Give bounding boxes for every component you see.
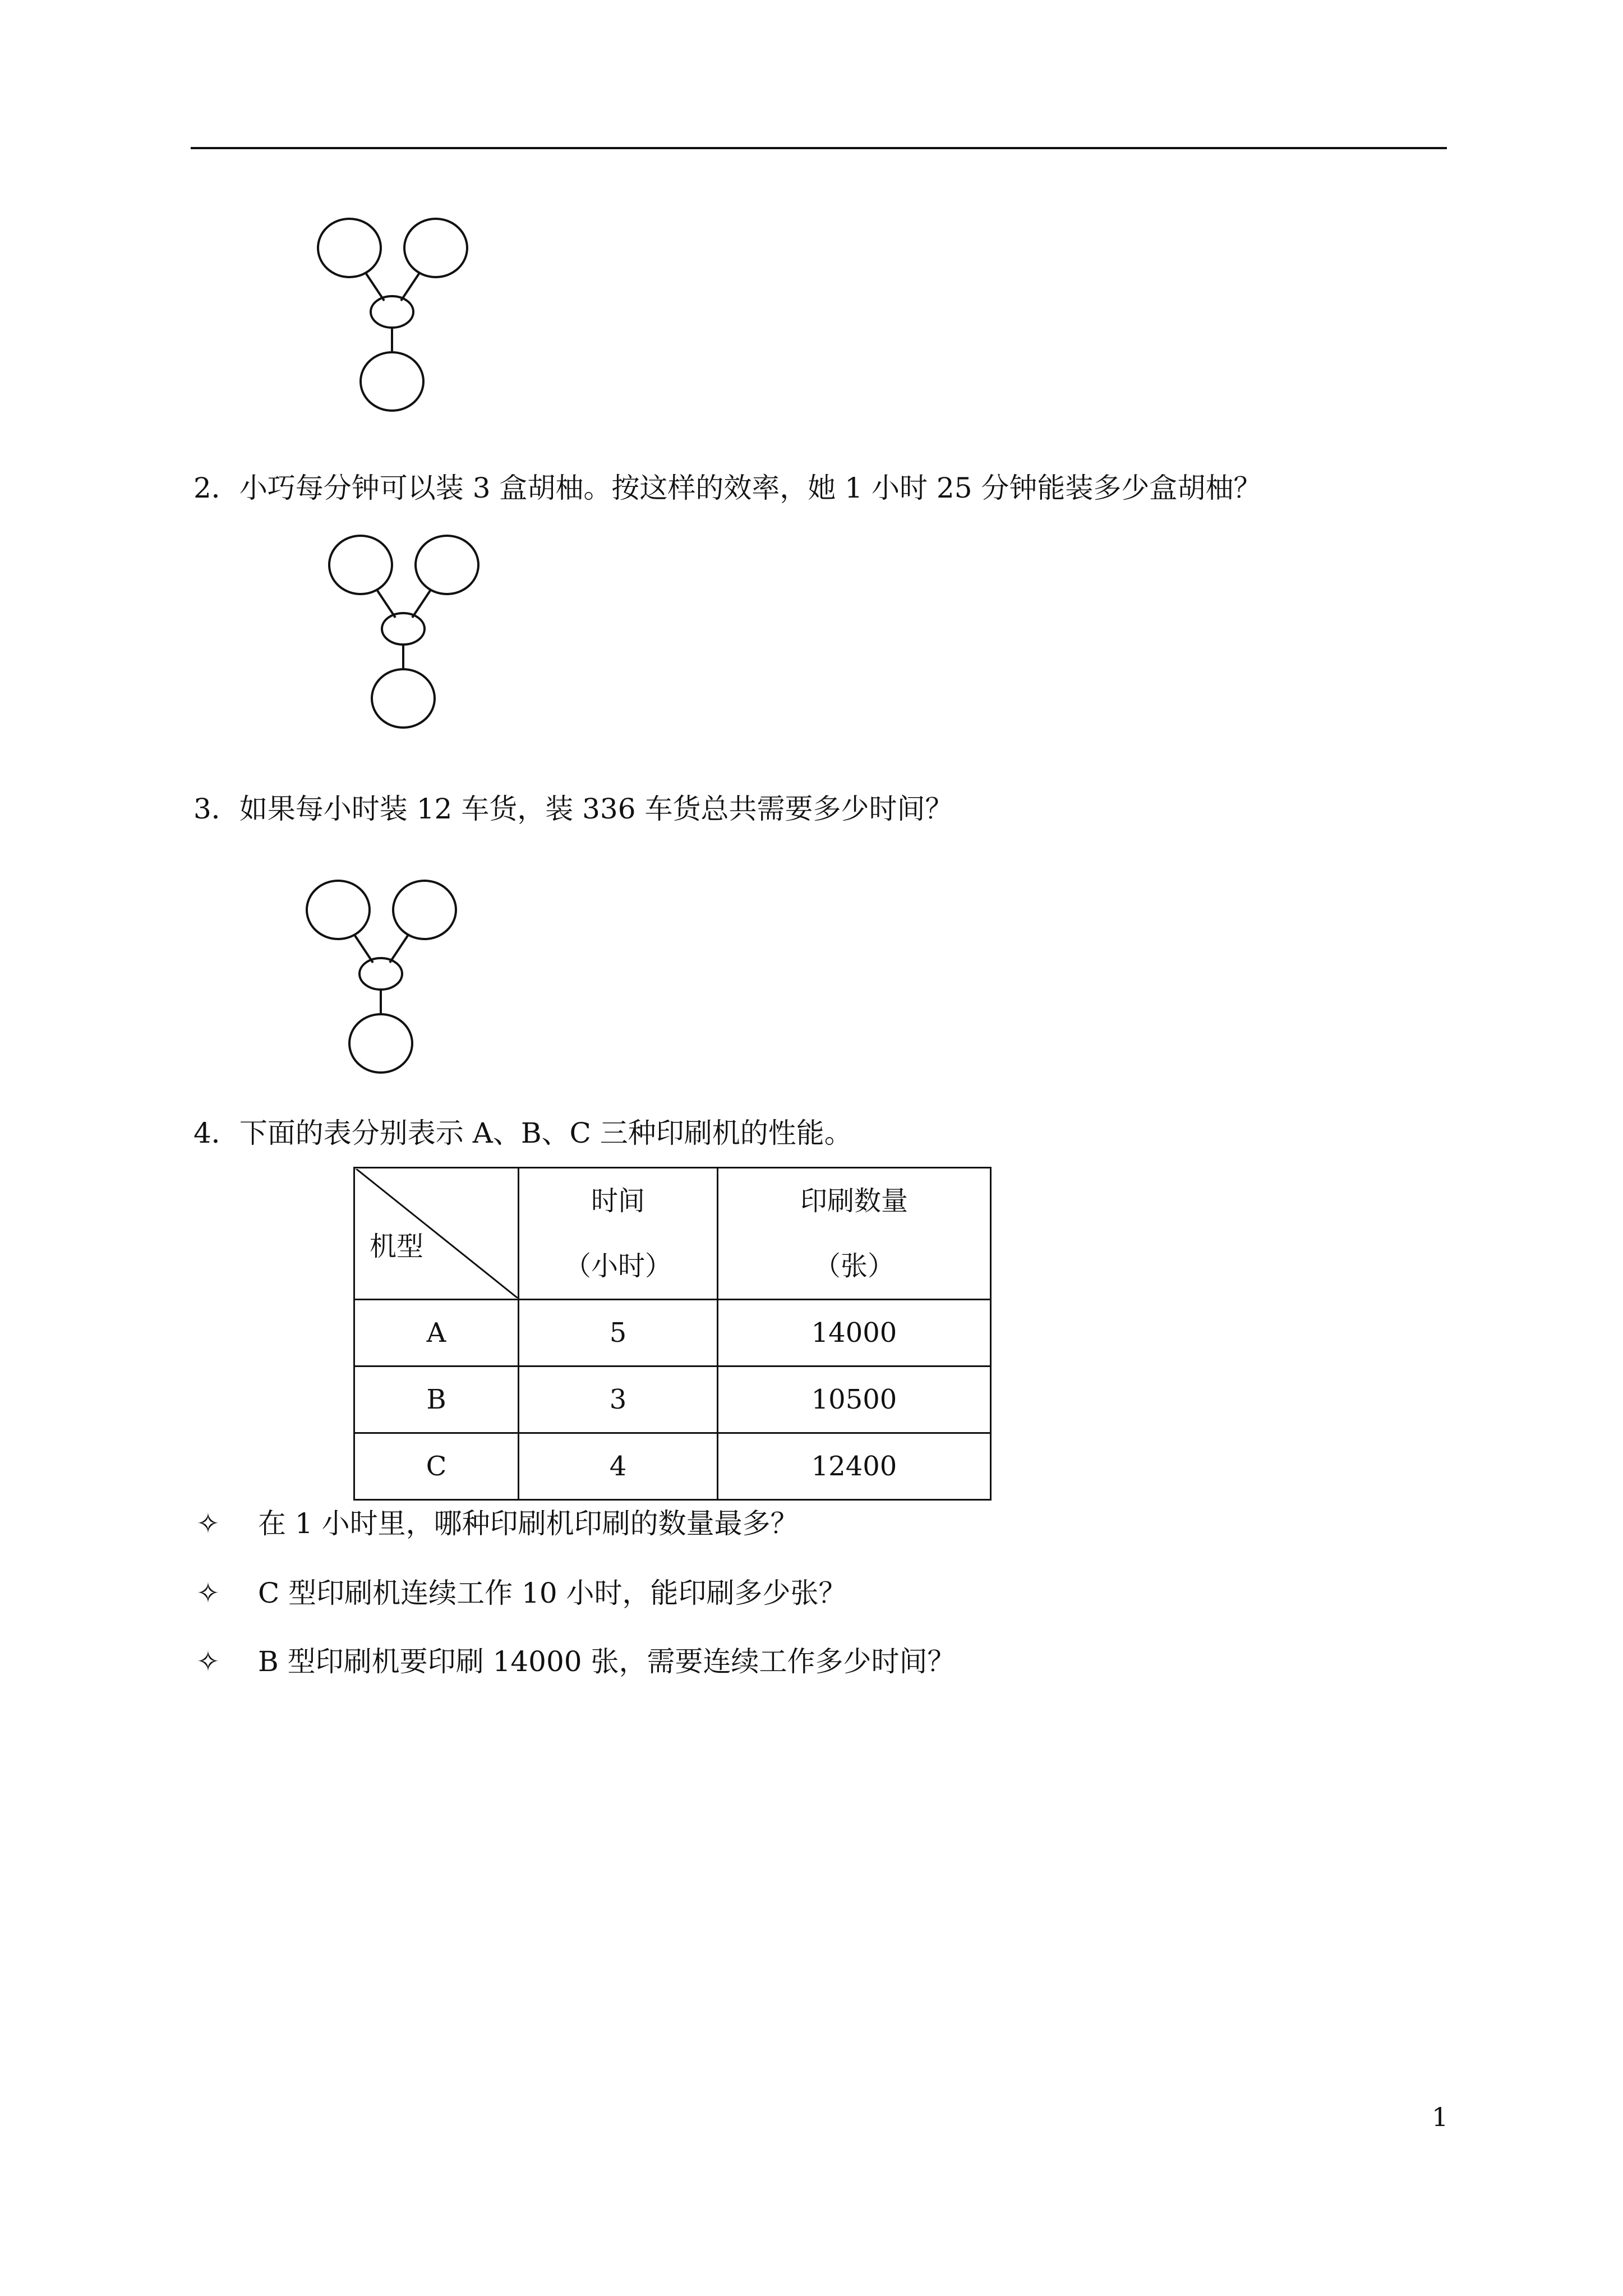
operation-tree-diagram-1: [311, 213, 479, 415]
header-hours-line1: 时间: [591, 1185, 645, 1217]
diamond-star-bullet-icon: ✧: [196, 1507, 220, 1540]
header-count-line2: （张）: [813, 1250, 895, 1282]
header-cell-hours: [519, 1168, 718, 1300]
sub-question: [196, 1576, 847, 1610]
tree-operand-circle-left: [318, 219, 381, 277]
question-number: 3．: [193, 793, 239, 825]
cell-count: 14000: [718, 1300, 991, 1366]
question-number: 4．: [193, 1117, 239, 1149]
tree-operator-oval: [382, 613, 425, 645]
question-text: 下面的表分别表示 A、B、C 三种印刷机的性能。: [239, 1117, 852, 1149]
tree-result-circle: [372, 669, 435, 728]
header-count-line1: 印刷数量: [800, 1185, 908, 1217]
corner-label-model: 机型: [370, 1231, 424, 1262]
cell-hours: 3: [519, 1366, 718, 1433]
header-cell-count: [718, 1168, 991, 1300]
cell-hours: 5: [519, 1300, 718, 1366]
sub-question: [196, 1645, 955, 1678]
question-3: [193, 792, 953, 826]
tree-operand-circle-right: [416, 536, 478, 594]
cell-count: 10500: [718, 1366, 991, 1433]
cell-model: A: [354, 1300, 519, 1366]
tree-result-circle: [349, 1014, 412, 1073]
table-row: [354, 1433, 991, 1500]
table-row: [354, 1366, 991, 1433]
sub-question: [196, 1507, 799, 1540]
printer-performance-table: [353, 1167, 992, 1501]
sub-question-text: 在 1 小时里，哪种印刷机印刷的数量最多？: [258, 1507, 799, 1540]
tree-operand-circle-left: [329, 536, 392, 594]
cell-count: 12400: [718, 1433, 991, 1500]
diamond-star-bullet-icon: ✧: [196, 1577, 220, 1609]
question-number: 2．: [193, 472, 239, 504]
question-4: [193, 1116, 852, 1150]
table-row: [354, 1300, 991, 1366]
sub-question-text: B 型印刷机要印刷 14000 张，需要连续工作多少时间？: [258, 1645, 956, 1678]
table-header-row: [354, 1168, 991, 1300]
table-corner-cell: [354, 1168, 519, 1300]
header-hours-line2: （小时）: [564, 1250, 672, 1282]
operation-tree-diagram-2: [322, 530, 491, 732]
tree-operator-oval: [359, 958, 402, 990]
cell-model: B: [354, 1366, 519, 1433]
question-text: 如果每小时装 12 车货，装 336 车货总共需要多少时间？: [239, 793, 953, 825]
header-rule: [191, 147, 1447, 149]
tree-operand-circle-right: [404, 219, 467, 277]
question-2: [193, 471, 1261, 505]
tree-operand-circle-left: [307, 881, 370, 939]
sub-question-text: C 型印刷机连续工作 10 小时，能印刷多少张？: [258, 1577, 847, 1609]
cell-hours: 4: [519, 1433, 718, 1500]
page-number: 1: [1432, 2102, 1449, 2132]
cell-model: C: [354, 1433, 519, 1500]
diamond-star-bullet-icon: ✧: [196, 1645, 220, 1678]
tree-result-circle: [361, 352, 423, 411]
tree-operand-circle-right: [393, 881, 456, 939]
question-text: 小巧每分钟可以装 3 盒胡柚。按这样的效率，她 1 小时 25 分钟能装多少盒胡柚？: [239, 472, 1262, 504]
tree-operator-oval: [371, 296, 413, 328]
operation-tree-diagram-3: [300, 875, 468, 1077]
